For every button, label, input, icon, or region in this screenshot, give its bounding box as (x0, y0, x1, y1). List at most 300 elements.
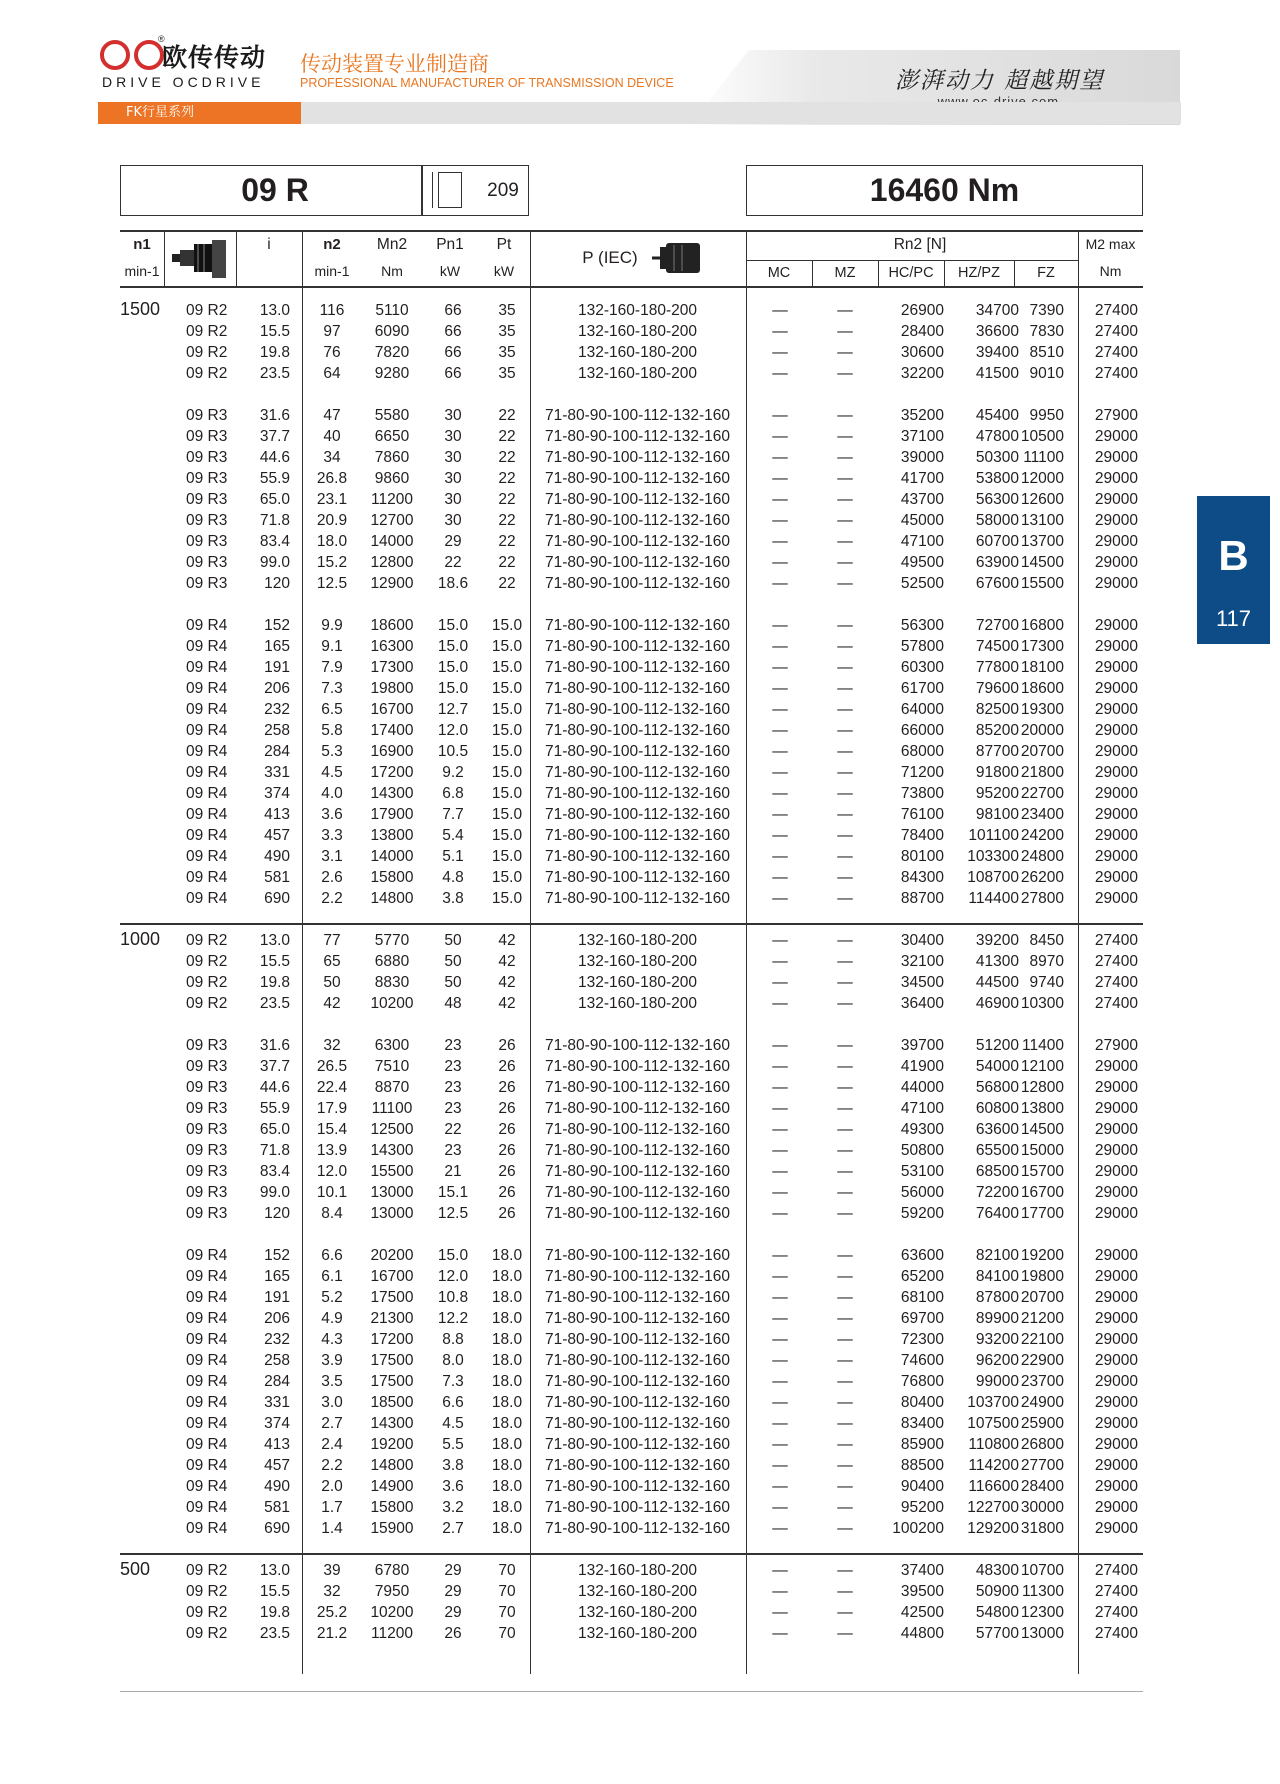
cell-iec: 132-160-180-200 (578, 1583, 697, 1600)
cell-m2max: 27400 (1094, 365, 1138, 382)
cell-pt: 15.0 (491, 848, 523, 865)
cell-n2: 12.5 (316, 575, 348, 592)
cell-hzpz: 91800 (975, 764, 1019, 781)
cell-pt: 22 (498, 491, 516, 508)
cell-pn1: 23 (444, 1142, 462, 1159)
cell-mn2: 18500 (370, 1394, 414, 1411)
cell-hzpz: 67600 (975, 575, 1019, 592)
cell-ratio: 71.8 (259, 1142, 290, 1159)
cell-fz: 28400 (1020, 1478, 1064, 1495)
cell-hcpc: 37100 (900, 428, 944, 445)
cell-ratio: 13.0 (259, 302, 290, 319)
cell-mz: — (837, 449, 853, 466)
cell-ratio: 331 (264, 764, 290, 781)
cell-pt: 15.0 (491, 890, 523, 907)
cell-iec: 71-80-90-100-112-132-160 (545, 1121, 730, 1138)
cell-pt: 18.0 (491, 1415, 523, 1432)
cell-mz: — (837, 806, 853, 823)
cell-m2max: 29000 (1094, 512, 1138, 529)
table-header-top-rule (120, 230, 1143, 232)
cell-pt: 15.0 (491, 659, 523, 676)
cell-mc: — (772, 1478, 788, 1495)
column-rule (812, 260, 813, 287)
cell-pn1: 15.0 (437, 659, 469, 676)
cell-mn2: 12800 (370, 554, 414, 571)
cell-m2max: 27900 (1094, 407, 1138, 424)
cell-model: 09 R3 (186, 428, 228, 445)
cell-mc: — (772, 617, 788, 634)
cell-hcpc: 32100 (900, 953, 944, 970)
cell-iec: 71-80-90-100-112-132-160 (545, 1100, 730, 1117)
cell-m2max: 29000 (1094, 1331, 1138, 1348)
cell-iec: 71-80-90-100-112-132-160 (545, 1058, 730, 1075)
cell-pt: 70 (498, 1604, 516, 1621)
logo-chinese: 欧传传动 (162, 43, 267, 72)
cell-mn2: 14300 (370, 1415, 414, 1432)
cell-pt: 18.0 (491, 1478, 523, 1495)
cell-pn1: 66 (444, 302, 462, 319)
cell-n2: 32 (323, 1583, 341, 1600)
cell-mn2: 20200 (370, 1247, 414, 1264)
cell-hzpz: 74500 (975, 638, 1019, 655)
cell-hzpz: 63900 (975, 554, 1019, 571)
cell-pn1: 29 (444, 1562, 462, 1579)
cell-fz: 14500 (1020, 554, 1064, 571)
cell-hzpz: 98100 (975, 806, 1019, 823)
cell-mn2: 17500 (370, 1352, 414, 1369)
cell-m2max: 29000 (1094, 701, 1138, 718)
cell-mc: — (772, 1247, 788, 1264)
cell-pn1: 12.5 (437, 1205, 469, 1222)
cell-iec: 71-80-90-100-112-132-160 (545, 659, 730, 676)
cell-mz: — (837, 470, 853, 487)
cell-mc: — (772, 932, 788, 949)
cell-ratio: 690 (264, 890, 290, 907)
cell-pt: 26 (498, 1037, 516, 1054)
cell-fz: 18100 (1020, 659, 1064, 676)
column-rule (1014, 260, 1015, 287)
cell-iec: 132-160-180-200 (578, 1604, 697, 1621)
cell-iec: 71-80-90-100-112-132-160 (545, 1079, 730, 1096)
cell-hcpc: 61700 (900, 680, 944, 697)
cell-fz: 17700 (1020, 1205, 1064, 1222)
cell-ratio: 581 (264, 1499, 290, 1516)
cell-m2max: 27400 (1094, 995, 1138, 1012)
cell-hzpz: 41300 (975, 953, 1019, 970)
cell-mn2: 15900 (370, 1520, 414, 1537)
cell-mz: — (837, 1100, 853, 1117)
cell-pn1: 23 (444, 1058, 462, 1075)
cell-fz: 14500 (1020, 1121, 1064, 1138)
cell-iec: 71-80-90-100-112-132-160 (545, 1163, 730, 1180)
cell-iec: 71-80-90-100-112-132-160 (545, 743, 730, 760)
cell-ratio: 165 (264, 638, 290, 655)
cell-hzpz: 39400 (975, 344, 1019, 361)
cell-fz: 22900 (1020, 1352, 1064, 1369)
cell-iec: 71-80-90-100-112-132-160 (545, 806, 730, 823)
cell-n2: 13.9 (316, 1142, 348, 1159)
cell-mc: — (772, 701, 788, 718)
cell-hzpz: 63600 (975, 1121, 1019, 1138)
cell-model: 09 R3 (186, 1037, 228, 1054)
cell-hcpc: 56000 (900, 1184, 944, 1201)
cell-mz: — (837, 1499, 853, 1516)
cell-hzpz: 56800 (975, 1079, 1019, 1096)
cell-iec: 71-80-90-100-112-132-160 (545, 1205, 730, 1222)
cell-m2max: 29000 (1094, 575, 1138, 592)
cell-hcpc: 68000 (900, 743, 944, 760)
cell-pt: 22 (498, 428, 516, 445)
cell-mc: — (772, 1184, 788, 1201)
cell-m2max: 27900 (1094, 1037, 1138, 1054)
cell-mc: — (772, 659, 788, 676)
cell-fz: 9740 (1029, 974, 1064, 991)
cell-hcpc: 76800 (900, 1373, 944, 1390)
cell-fz: 11300 (1022, 1583, 1064, 1600)
cell-mn2: 7950 (374, 1583, 410, 1600)
cell-pt: 26 (498, 1100, 516, 1117)
cell-pn1: 66 (444, 365, 462, 382)
cell-fz: 24200 (1020, 827, 1064, 844)
cell-model: 09 R4 (186, 1331, 228, 1348)
cell-model: 09 R4 (186, 1352, 228, 1369)
cell-hcpc: 100200 (892, 1520, 944, 1537)
cell-m2max: 29000 (1094, 533, 1138, 550)
cell-hcpc: 44000 (900, 1079, 944, 1096)
cell-hcpc: 64000 (900, 701, 944, 718)
cell-model: 09 R4 (186, 827, 228, 844)
cell-model: 09 R4 (186, 1520, 228, 1537)
cell-hzpz: 89900 (975, 1310, 1019, 1327)
cell-fz: 27700 (1020, 1457, 1064, 1474)
cell-hzpz: 46900 (975, 995, 1019, 1012)
cell-m2max: 29000 (1094, 827, 1138, 844)
cell-model: 09 R3 (186, 1058, 228, 1075)
cell-fz: 15500 (1020, 575, 1064, 592)
cell-ratio: 13.0 (259, 1562, 290, 1579)
cell-hzpz: 48300 (975, 1562, 1019, 1579)
cell-mz: — (837, 743, 853, 760)
cell-hzpz: 39200 (975, 932, 1019, 949)
cell-model: 09 R4 (186, 1478, 228, 1495)
cell-n2: 3.9 (321, 1352, 343, 1369)
cell-n2: 3.5 (321, 1373, 343, 1390)
footer-rule (120, 1691, 1143, 1692)
cell-fz: 8510 (1029, 344, 1064, 361)
cell-pt: 42 (498, 953, 516, 970)
cell-pt: 15.0 (491, 743, 523, 760)
cell-pt: 26 (498, 1163, 516, 1180)
cell-mn2: 17300 (370, 659, 414, 676)
cell-m2max: 29000 (1094, 491, 1138, 508)
cell-fz: 12300 (1020, 1604, 1064, 1621)
cell-n2: 116 (319, 302, 345, 319)
cell-ratio: 490 (264, 848, 290, 865)
cell-n2: 6.5 (321, 701, 343, 718)
motor-icon (652, 241, 702, 275)
cell-ratio: 232 (264, 701, 290, 718)
cell-mz: — (837, 1604, 853, 1621)
cell-ratio: 191 (264, 1289, 290, 1306)
cell-mz: — (837, 1205, 853, 1222)
cell-fz: 22100 (1020, 1331, 1064, 1348)
cell-hcpc: 74600 (900, 1352, 944, 1369)
cell-n2: 5.2 (321, 1289, 343, 1306)
n1-speed: 500 (120, 1559, 151, 1579)
cell-pn1: 12.0 (437, 722, 469, 739)
cell-hzpz: 72200 (975, 1184, 1019, 1201)
cell-pt: 15.0 (491, 638, 523, 655)
cell-mc: — (772, 449, 788, 466)
cell-m2max: 29000 (1094, 848, 1138, 865)
cell-ratio: 99.0 (259, 554, 290, 571)
cell-pt: 18.0 (491, 1310, 523, 1327)
cell-m2max: 29000 (1094, 1394, 1138, 1411)
cell-iec: 71-80-90-100-112-132-160 (545, 1457, 730, 1474)
cell-pn1: 4.8 (442, 869, 464, 886)
cell-mz: — (837, 1058, 853, 1075)
cell-mz: — (837, 827, 853, 844)
cell-mz: — (837, 1079, 853, 1096)
cell-mn2: 14300 (370, 785, 414, 802)
cell-mc: — (772, 1100, 788, 1117)
cell-fz: 25900 (1020, 1415, 1064, 1432)
cell-iec: 71-80-90-100-112-132-160 (545, 869, 730, 886)
cell-iec: 71-80-90-100-112-132-160 (545, 1331, 730, 1348)
cell-pt: 18.0 (491, 1289, 523, 1306)
cell-mz: — (837, 722, 853, 739)
col-n1-unit: min-1 (124, 263, 160, 279)
page-reference-icon (438, 172, 462, 208)
cell-fz: 16700 (1020, 1184, 1064, 1201)
cell-fz: 13800 (1020, 1100, 1064, 1117)
cell-iec: 71-80-90-100-112-132-160 (545, 407, 730, 424)
cell-mn2: 16300 (370, 638, 414, 655)
cell-fz: 12000 (1020, 470, 1064, 487)
cell-m2max: 27400 (1094, 953, 1138, 970)
cell-model: 09 R4 (186, 1373, 228, 1390)
cell-ratio: 152 (264, 617, 290, 634)
cell-mc: — (772, 365, 788, 382)
cell-ratio: 19.8 (259, 974, 290, 991)
cell-mz: — (837, 1331, 853, 1348)
cell-hcpc: 41700 (900, 470, 944, 487)
cell-mc: — (772, 1436, 788, 1453)
cell-pt: 18.0 (491, 1247, 523, 1264)
cell-pt: 18.0 (491, 1394, 523, 1411)
cell-pn1: 12.0 (437, 1268, 469, 1285)
col-mz: MZ (834, 265, 856, 281)
cell-pn1: 3.2 (442, 1499, 464, 1516)
cell-m2max: 29000 (1094, 764, 1138, 781)
cell-pt: 35 (498, 344, 516, 361)
cell-m2max: 29000 (1094, 1520, 1138, 1537)
cell-fz: 19200 (1020, 1247, 1064, 1264)
cell-fz: 22700 (1020, 785, 1064, 802)
cell-mc: — (772, 890, 788, 907)
cell-hzpz: 87700 (975, 743, 1019, 760)
cell-n2: 6.6 (321, 1247, 343, 1264)
cell-ratio: 83.4 (259, 1163, 290, 1180)
gearmotor-icon (170, 236, 232, 282)
cell-m2max: 27400 (1094, 1562, 1138, 1579)
cell-iec: 71-80-90-100-112-132-160 (545, 512, 730, 529)
cell-mn2: 14000 (370, 533, 414, 550)
cell-hcpc: 28400 (900, 323, 944, 340)
cell-hcpc: 80100 (900, 848, 944, 865)
cell-hzpz: 56300 (975, 491, 1019, 508)
cell-hcpc: 49500 (900, 554, 944, 571)
cell-mn2: 5580 (374, 407, 410, 424)
cell-mz: — (837, 428, 853, 445)
cell-mc: — (772, 1394, 788, 1411)
cell-model: 09 R4 (186, 1247, 228, 1264)
cell-ratio: 44.6 (259, 1079, 290, 1096)
cell-m2max: 29000 (1094, 1289, 1138, 1306)
cell-model: 09 R2 (186, 974, 228, 991)
cell-pn1: 6.8 (442, 785, 464, 802)
cell-mn2: 14900 (370, 1478, 414, 1495)
cell-mn2: 9280 (374, 365, 410, 382)
cell-m2max: 29000 (1094, 890, 1138, 907)
cell-pn1: 8.0 (442, 1352, 464, 1369)
col-m2max: M2 max (1085, 236, 1136, 252)
cell-hcpc: 80400 (900, 1394, 944, 1411)
cell-fz: 12800 (1020, 1079, 1064, 1096)
rn2-subheader-rule (746, 260, 1078, 261)
cell-mn2: 8830 (374, 974, 410, 991)
cell-iec: 71-80-90-100-112-132-160 (545, 449, 730, 466)
cell-pn1: 10.8 (437, 1289, 469, 1306)
column-rule (236, 230, 237, 287)
cell-mc: — (772, 470, 788, 487)
cell-model: 09 R3 (186, 470, 228, 487)
cell-mn2: 16700 (370, 1268, 414, 1285)
cell-n2: 42 (323, 995, 341, 1012)
cell-pn1: 23 (444, 1100, 462, 1117)
cell-pt: 22 (498, 533, 516, 550)
cell-pt: 26 (498, 1142, 516, 1159)
cell-hzpz: 116600 (968, 1478, 1019, 1495)
cell-pt: 22 (498, 554, 516, 571)
cell-pt: 26 (498, 1058, 516, 1075)
cell-mz: — (837, 1436, 853, 1453)
cell-model: 09 R4 (186, 1310, 228, 1327)
cell-mn2: 5770 (374, 932, 410, 949)
cell-model: 09 R4 (186, 890, 228, 907)
cell-ratio: 581 (264, 869, 290, 886)
cell-hzpz: 60800 (975, 1100, 1019, 1117)
cell-pn1: 48 (444, 995, 462, 1012)
cell-iec: 132-160-180-200 (578, 932, 697, 949)
col-pt-unit: kW (493, 263, 515, 279)
cell-model: 09 R4 (186, 1289, 228, 1306)
cell-pt: 15.0 (491, 869, 523, 886)
section-separator (120, 1553, 1143, 1555)
cell-fz: 15700 (1020, 1163, 1064, 1180)
col-mc: MC (767, 265, 791, 281)
cell-hcpc: 66000 (900, 722, 944, 739)
cell-pt: 70 (498, 1583, 516, 1600)
cell-hzpz: 53800 (975, 470, 1019, 487)
cell-ratio: 120 (264, 1205, 290, 1222)
cell-hcpc: 65200 (900, 1268, 944, 1285)
cell-iec: 71-80-90-100-112-132-160 (545, 1142, 730, 1159)
cell-iec: 132-160-180-200 (578, 323, 697, 340)
cell-mc: — (772, 491, 788, 508)
cell-hzpz: 114200 (968, 1457, 1019, 1474)
cell-model: 09 R2 (186, 1604, 228, 1621)
cell-ratio: 31.6 (259, 1037, 290, 1054)
cell-mn2: 13000 (370, 1184, 414, 1201)
cell-n2: 3.3 (321, 827, 343, 844)
cell-ratio: 71.8 (259, 512, 290, 529)
cell-m2max: 29000 (1094, 1247, 1138, 1264)
cell-iec: 71-80-90-100-112-132-160 (545, 1289, 730, 1306)
cell-hzpz: 107500 (967, 1415, 1019, 1432)
cell-mn2: 14800 (370, 890, 414, 907)
cell-mz: — (837, 1121, 853, 1138)
cell-pn1: 30 (444, 428, 462, 445)
cell-mn2: 16900 (370, 743, 414, 760)
cell-mc: — (772, 302, 788, 319)
cell-n2: 39 (323, 1562, 341, 1579)
cell-hzpz: 82500 (975, 701, 1019, 718)
n1-speed: 1000 (120, 929, 161, 949)
col-mn2: Mn2 (376, 236, 408, 253)
column-rule (1078, 230, 1079, 1674)
cell-mc: — (772, 428, 788, 445)
cell-hcpc: 88500 (900, 1457, 944, 1474)
cell-pn1: 30 (444, 512, 462, 529)
cell-fz: 19800 (1020, 1268, 1064, 1285)
cell-mz: — (837, 302, 853, 319)
cell-mn2: 6780 (374, 1562, 410, 1579)
cell-mn2: 11200 (371, 1625, 413, 1642)
cell-model: 09 R3 (186, 1079, 228, 1096)
cell-ratio: 120 (264, 575, 290, 592)
cell-model: 09 R2 (186, 953, 228, 970)
cell-model: 09 R2 (186, 932, 228, 949)
cell-hzpz: 50300 (975, 449, 1019, 466)
cell-n2: 18.0 (316, 533, 348, 550)
cell-m2max: 29000 (1094, 659, 1138, 676)
cell-m2max: 29000 (1094, 1352, 1138, 1369)
cell-iec: 132-160-180-200 (578, 974, 697, 991)
cell-model: 09 R4 (186, 617, 228, 634)
cell-pn1: 5.1 (442, 848, 464, 865)
cell-pn1: 21 (444, 1163, 462, 1180)
cell-mc: — (772, 1205, 788, 1222)
cell-mz: — (837, 1415, 853, 1432)
cell-mc: — (772, 1142, 788, 1159)
cell-m2max: 29000 (1094, 1142, 1138, 1159)
cell-n2: 7.9 (321, 659, 343, 676)
cell-ratio: 31.6 (259, 407, 290, 424)
cell-model: 09 R3 (186, 575, 228, 592)
column-rule (530, 230, 531, 1674)
cell-model: 09 R4 (186, 1499, 228, 1516)
cell-hcpc: 37400 (900, 1562, 944, 1579)
cell-model: 09 R3 (186, 1205, 228, 1222)
cell-pn1: 66 (444, 323, 462, 340)
cell-n2: 17.9 (316, 1100, 348, 1117)
cell-m2max: 29000 (1094, 638, 1138, 655)
cell-m2max: 29000 (1094, 554, 1138, 571)
cell-fz: 19300 (1020, 701, 1064, 718)
cell-hcpc: 69700 (900, 1310, 944, 1327)
cell-iec: 132-160-180-200 (578, 995, 697, 1012)
